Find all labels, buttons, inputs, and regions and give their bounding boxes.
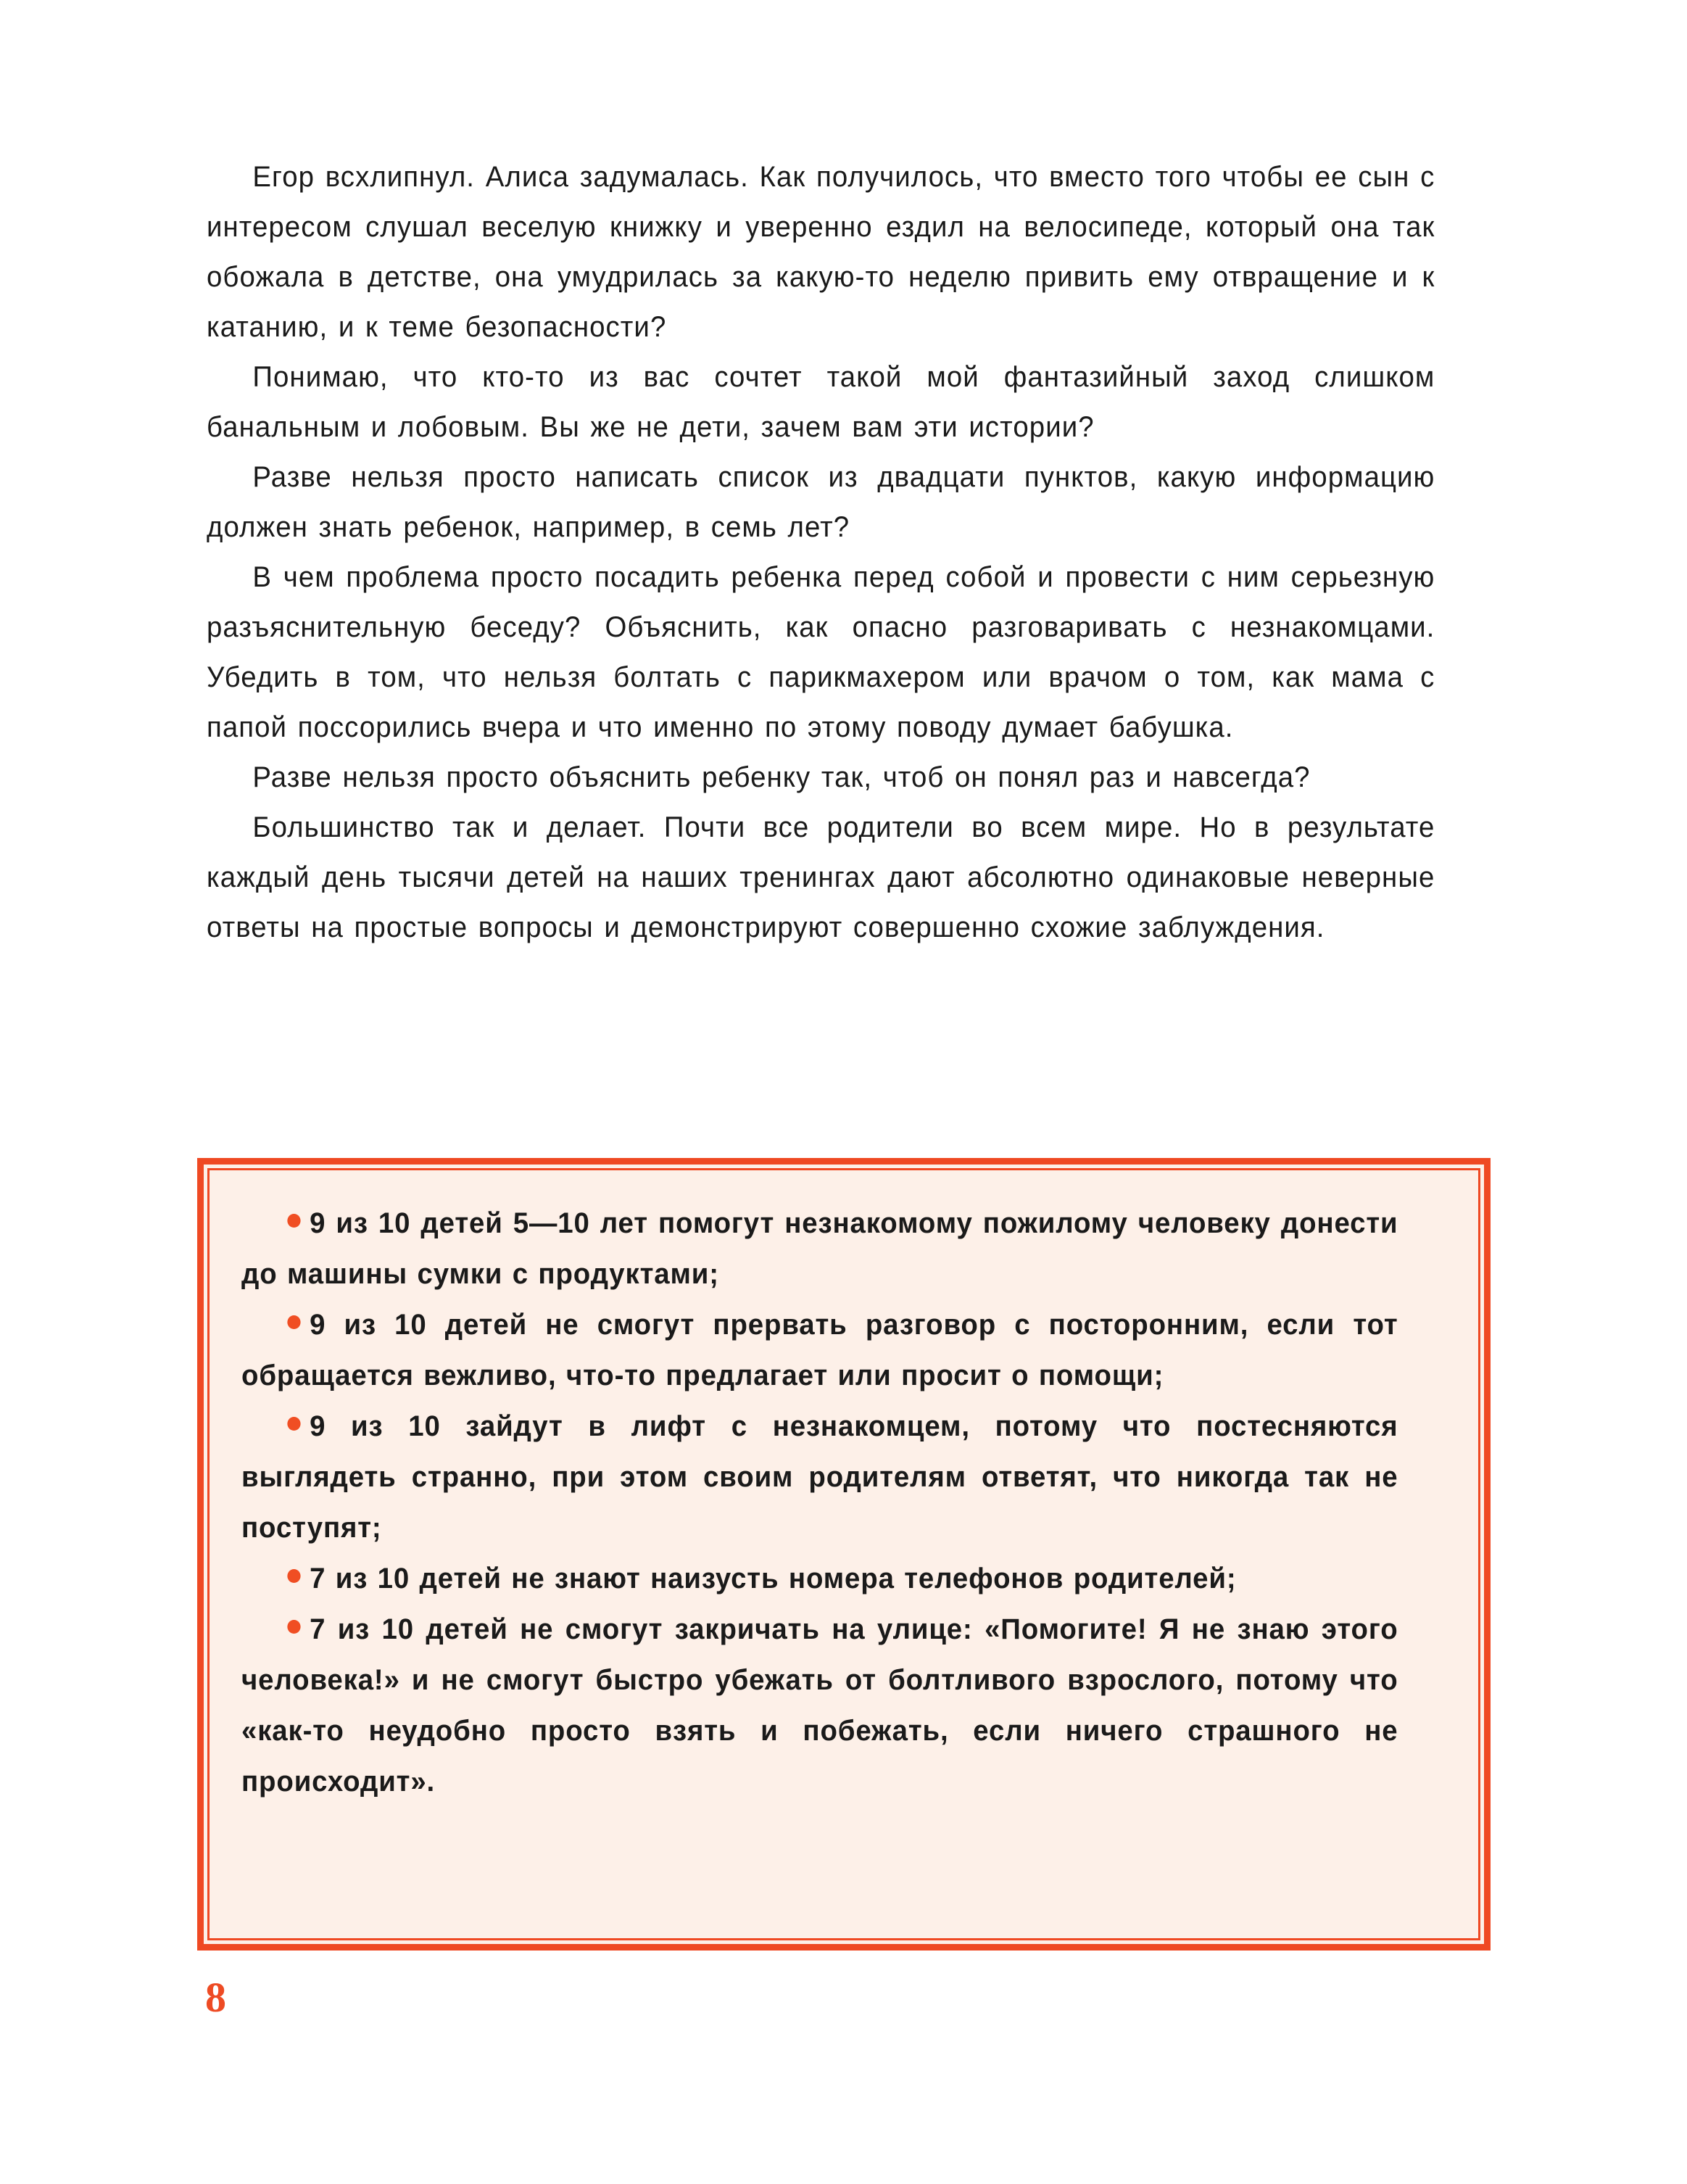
body-paragraph: Разве нельзя просто написать список из двадцати пунктов, какую информацию должен знать ребенок, например, в семь лет? (207, 461, 1435, 543)
list-item-text: 9 из 10 детей 5—10 лет помогут незнакомому пожилому человеку донести до машины сумки с продуктами; (241, 1207, 1398, 1290)
body-text-column (207, 152, 1486, 953)
list-item-text: 7 из 10 детей не смогут закричать на улице: «Помогите! Я не знаю этого человека!» и не смогут быстро убежать от болтливого взрослого, потому что «как-то неудобно просто взять и побежать, если ничего страшного не происходит». (241, 1613, 1398, 1798)
body-paragraph: Разве нельзя просто объяснить ребенку так, чтоб он понял раз и навсегда? (252, 761, 1311, 793)
list-item-text: 7 из 10 детей не знают наизусть номера телефонов родителей; (310, 1563, 1237, 1594)
list-item-text: 9 из 10 детей не смогут прервать разговор с посторонним, если тот обращается вежливо, что-то предлагает или просит о помощи; (241, 1309, 1398, 1391)
filled-circle-bullet-icon (287, 1569, 300, 1583)
page-number: 8 (205, 1974, 226, 2021)
body-paragraph: Большинство так и делает. Почти все родители во всем мире. Но в результате каждый день тысячи детей на наших тренингах дают абсолютно одинаковые неверные ответы на простые вопросы и демонстрируют совершенно схожие заблуждения. (207, 811, 1435, 943)
statistics-callout-box (197, 1158, 1491, 1951)
body-paragraph: В чем проблема просто посадить ребенка перед собой и провести с ним серьезную разъяснительную беседу? Объяснить, как опасно разговаривать с незнакомцами. Убедить в том, что нельзя болтать с парикмахером или врачом о том, как мама с папой поссорились вчера и что именно по этому поводу думает бабушка. (207, 561, 1435, 743)
callout-inner-frame (207, 1168, 1480, 1940)
list-item (241, 1198, 1398, 1299)
filled-circle-bullet-icon (287, 1620, 300, 1634)
filled-circle-bullet-icon (287, 1315, 300, 1329)
list-item (241, 1604, 1398, 1807)
list-item (241, 1299, 1398, 1401)
body-paragraph: Егор всхлипнул. Алиса задумалась. Как получилось, что вместо того чтобы ее сын с интересом слушал веселую книжку и уверенно ездил на велосипеде, который она так обожала в детстве, она умудрилась за какую-то неделю привить ему отвращение и к катанию, и к теме безопасности? (207, 161, 1435, 343)
filled-circle-bullet-icon (287, 1417, 300, 1431)
list-item (241, 1401, 1398, 1553)
list-item-text: 9 из 10 зайдут в лифт с незнакомцем, потому что постесняются выглядеть странно, при этом своим родителям ответят, что никогда так не поступят; (241, 1410, 1398, 1544)
body-paragraph: Понимаю, что кто-то из вас сочтет такой мой фантазийный заход слишком банальным и лобовым. Вы же не дети, зачем вам эти истории? (207, 361, 1435, 443)
list-item (241, 1553, 1398, 1604)
filled-circle-bullet-icon (287, 1214, 300, 1228)
